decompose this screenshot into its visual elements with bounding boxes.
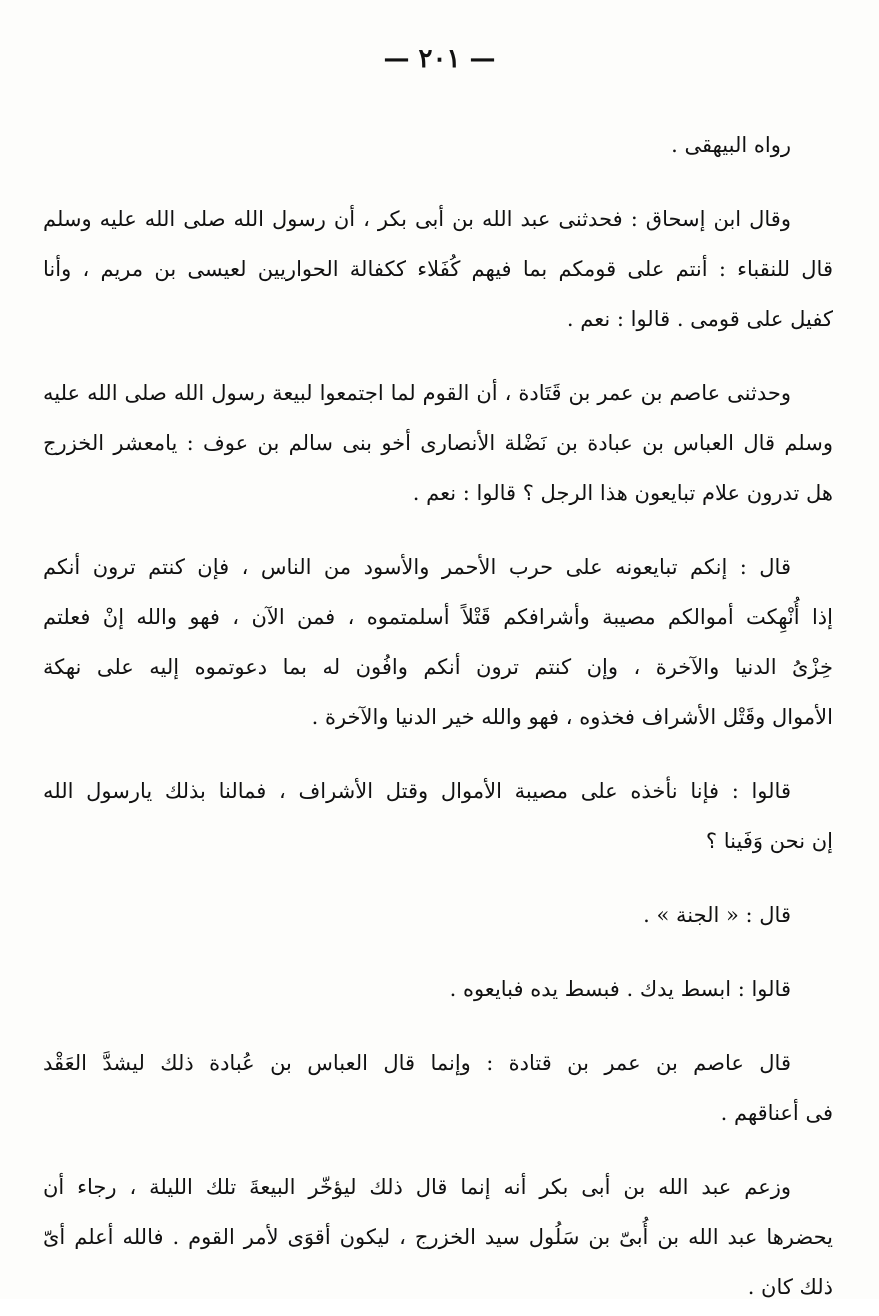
text-line: ذلك كان . bbox=[747, 1275, 833, 1299]
text-line: قال : « الجنة » . bbox=[643, 903, 791, 927]
text-line: فى أعناقهم . bbox=[720, 1101, 833, 1125]
text-line: قالوا : ابسط يدك . فبسط يده فبايعوه . bbox=[449, 977, 791, 1001]
text-line: قال للنقباء : أنتم على قومكم بما فيهم كُفَلاء ككفالة الحواريين لعيسى بن مريم ، وأنا bbox=[43, 257, 833, 281]
paragraph-1 bbox=[43, 120, 833, 170]
text-line: وزعم عبد الله بن أبى بكر أنه إنما قال ذلك ليؤخّر البيعةَ تلك الليلة ، رجاء أن bbox=[43, 1175, 791, 1199]
text-body bbox=[43, 120, 833, 1316]
text-line: خِزْىُ الدنيا والآخرة ، وإن كنتم ترون أنكم وافُون له بما دعوتموه إليه على نهكة bbox=[43, 655, 833, 679]
paragraph-5 bbox=[43, 766, 833, 866]
paragraph-3 bbox=[43, 368, 833, 518]
paragraph-2 bbox=[43, 194, 833, 344]
paragraph-4 bbox=[43, 542, 833, 742]
text-line: وقال ابن إسحاق : فحدثنى عبد الله بن أبى بكر ، أن رسول الله صلى الله عليه وسلم bbox=[43, 207, 791, 231]
text-line: رواه البيهقى . bbox=[671, 133, 791, 157]
text-line: قال : إنكم تبايعونه على حرب الأحمر والأسود من الناس ، فإن كنتم ترون أنكم bbox=[43, 555, 791, 579]
text-line: قالوا : فإنا نأخذه على مصيبة الأموال وقتل الأشراف ، فمالنا بذلك يارسول الله bbox=[43, 779, 791, 803]
text-line: وسلم قال العباس بن عبادة بن نَضْلة الأنصارى أخو بنى سالم بن عوف : يامعشر الخزرج bbox=[43, 431, 833, 455]
text-line: يحضرها عبد الله بن أُبىّ بن سَلُول سيد الخزرج ، ليكون أقوَى لأمر القوم . فالله أعلم أىّ bbox=[43, 1225, 833, 1249]
text-line: إذا أُنْهِكت أموالكم مصيبة وأشرافكم قَتْلاً أسلمتموه ، فمن الآن ، فهو والله إنْ فعلتم bbox=[43, 605, 833, 629]
text-line: وحدثنى عاصم بن عمر بن قَتَادة ، أن القوم لما اجتمعوا لبيعة رسول الله صلى الله عليه bbox=[43, 381, 791, 405]
paragraph-6 bbox=[43, 890, 833, 940]
text-line: إن نحن وَفَينا ؟ bbox=[705, 829, 833, 853]
text-line: الأموال وقَتْل الأشراف فخذوه ، فهو والله خير الدنيا والآخرة . bbox=[311, 705, 833, 729]
paragraph-7 bbox=[43, 964, 833, 1014]
paragraph-8 bbox=[43, 1038, 833, 1138]
page-number: — ٢٠١ — bbox=[383, 44, 496, 74]
paragraph-9 bbox=[43, 1162, 833, 1312]
text-line: قال عاصم بن عمر بن قتادة : وإنما قال العباس بن عُبادة ذلك ليشدَّ العَقْد bbox=[43, 1051, 791, 1075]
text-line: كفيل على قومى . قالوا : نعم . bbox=[566, 307, 833, 331]
text-line: هل تدرون علام تبايعون هذا الرجل ؟ قالوا : نعم . bbox=[412, 481, 833, 505]
